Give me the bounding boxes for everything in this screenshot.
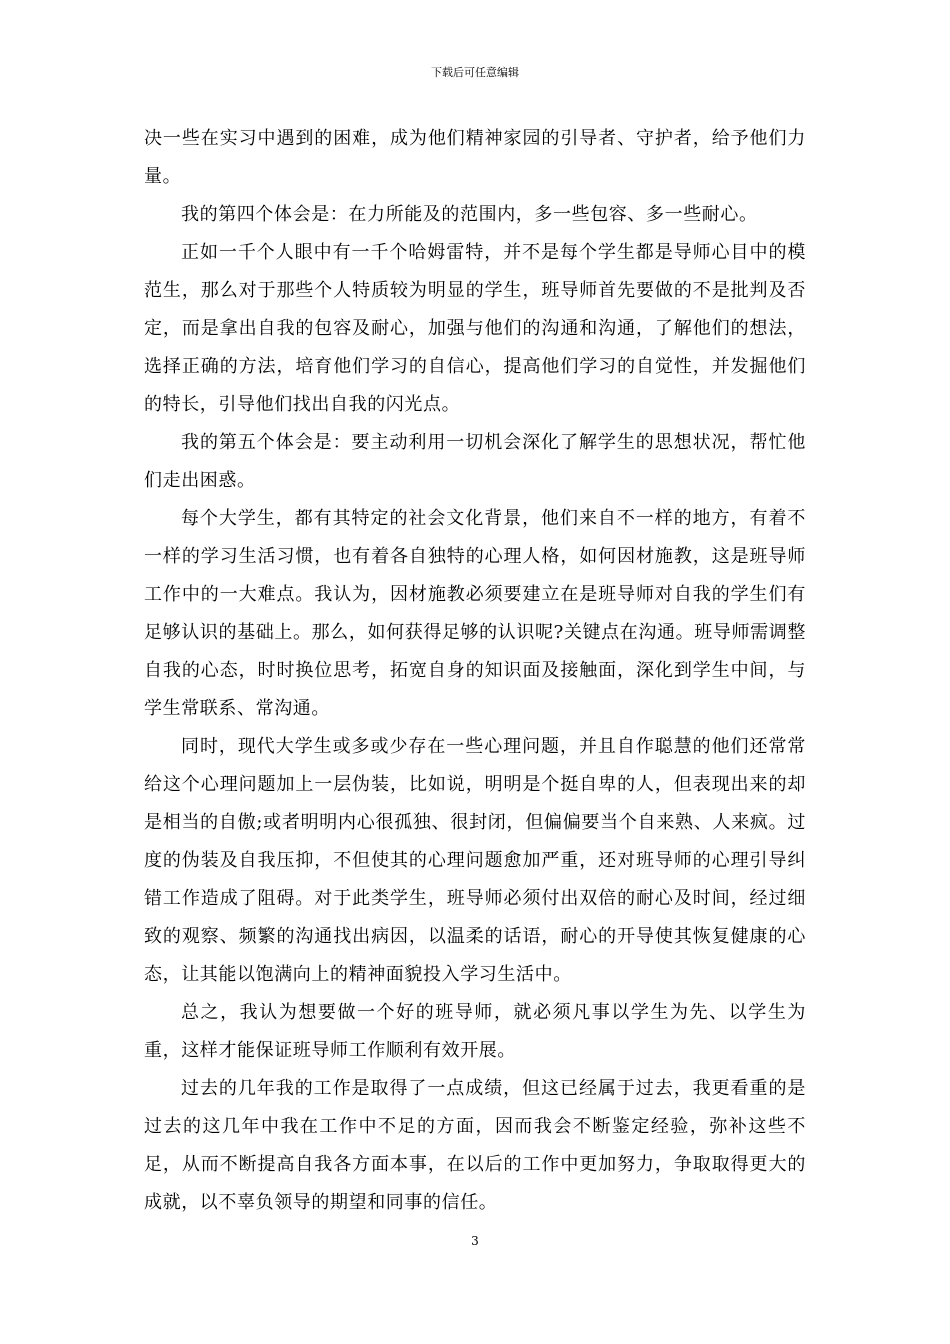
paragraph: 我的第四个体会是：在力所能及的范围内，多一些包容、多一些耐心。 xyxy=(181,204,758,225)
page-header: 下载后可任意编辑 xyxy=(431,66,519,79)
paragraph-continuation: 决一些在实习中遇到的困难，成为他们精神家园的引导者、守护者，给予他们力量。 xyxy=(144,128,806,187)
page-number: 3 xyxy=(471,1234,479,1248)
paragraph: 我的第五个体会是：要主动利用一切机会深化了解学生的思想状况，帮忙他们走出困惑。 xyxy=(144,432,806,491)
paragraph: 正如一千个人眼中有一千个哈姆雷特，并不是每个学生都是导师心目中的模范生，那么对于那些个人特质较为明显的学生，班导师首先要做的不是批判及否定，而是拿出自我的包容及耐心，加强与他们的沟通和沟通，了解他们的想法，选择正确的方法，培育他们学习的自信心，提高他们学习的自觉性，并发掘他们的特长，引导他们找出自我的闪光点。 xyxy=(144,242,806,415)
document-body xyxy=(144,120,806,1222)
paragraph: 总之，我认为想要做一个好的班导师，就必须凡事以学生为先、以学生为重，这样才能保证班导师工作顺利有效开展。 xyxy=(144,1002,806,1061)
paragraph: 每个大学生，都有其特定的社会文化背景，他们来自不一样的地方，有着不一样的学习生活习惯，也有着各自独特的心理人格，如何因材施教，这是班导师工作中的一大难点。我认为，因材施教必须要建立在是班导师对自我的学生们有足够认识的基础上。那么，如何获得足够的认识呢?关键点在沟通。班导师需调整自我的心态，时时换位思考，拓宽自身的知识面及接触面，深化到学生中间，与学生常联系、常沟通。 xyxy=(144,508,806,719)
paragraph: 过去的几年我的工作是取得了一点成绩，但这已经属于过去，我更看重的是过去的这几年中我在工作中不足的方面，因而我会不断鉴定经验，弥补这些不足，从而不断提高自我各方面本事，在以后的工作中更加努力，争取取得更大的成就，以不辜负领导的期望和同事的信任。 xyxy=(144,1078,806,1213)
paragraph: 同时，现代大学生或多或少存在一些心理问题，并且自作聪慧的他们还常常给这个心理问题加上一层伪装，比如说，明明是个挺自卑的人，但表现出来的却是相当的自傲;或者明明内心很孤独、很封闭，但偏偏要当个自来熟、人来疯。过度的伪装及自我压抑，不但使其的心理问题愈加严重，还对班导师的心理引导纠错工作造成了阻碍。对于此类学生，班导师必须付出双倍的耐心及时间，经过细致的观察、频繁的沟通找出病因，以温柔的话语，耐心的开导使其恢复健康的心态，让其能以饱满向上的精神面貌投入学习生活中。 xyxy=(144,736,806,985)
